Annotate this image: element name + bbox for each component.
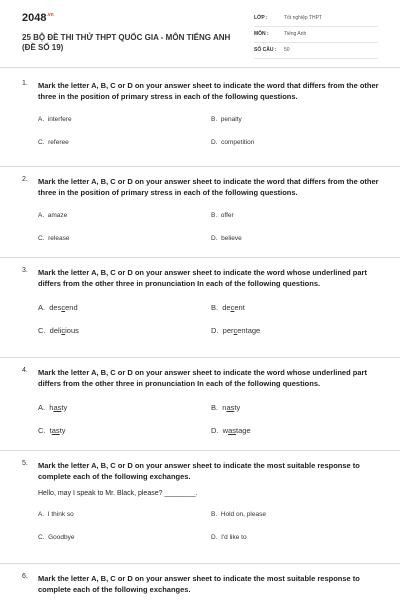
answer-option[interactable] [38,326,79,335]
option-text: entage [237,326,261,335]
page-header [0,0,400,66]
option-letter: A. [38,511,48,518]
options-grid [38,212,384,258]
answer-option[interactable] [211,511,266,518]
option-letter: C. [38,326,50,335]
answer-option[interactable] [211,212,234,219]
options-grid [38,116,384,162]
answer-option[interactable] [38,212,67,219]
option-text: amaze [47,212,68,219]
question-item [0,80,400,162]
answer-option[interactable] [211,403,240,412]
question-item [0,573,400,609]
option-text: ious [65,326,79,335]
answer-option[interactable] [38,403,67,412]
option-underlined-part: as [51,426,60,435]
option-text: Hold on, please [220,511,266,518]
option-text: penalty [220,116,242,123]
option-text: referee [48,139,69,146]
option-text: end [65,303,78,312]
option-underlined-part: as [228,426,237,435]
option-text: h [49,403,54,412]
option-letter: C. [38,426,50,435]
option-text: per [222,326,234,335]
option-letter: D. [211,139,222,146]
question-number: 4. [22,367,28,374]
option-text: ty [61,403,68,412]
meta-question-count: SỐ CÂU : 50 [254,44,378,59]
option-text: offer [220,212,234,219]
question-number: 2. [22,176,28,183]
meta-subject: MÔN : Tiếng Anh [254,28,378,43]
option-text: t [49,426,52,435]
question-number: 6. [22,573,28,580]
question-text: Mark the letter A, B, C or D on your answer sheet to indicate the word that differs from the other three in the position of primary stress in each of the following questions. [38,177,379,197]
option-text: de [222,303,231,312]
question-divider [0,450,400,451]
option-letter: D. [211,534,222,541]
answer-option[interactable] [38,235,69,242]
option-text: n [222,403,227,412]
answer-option[interactable] [38,426,66,435]
option-text: des [49,303,62,312]
option-text: Goodbye [48,534,75,541]
option-text: ty [59,426,66,435]
answer-option[interactable] [211,426,251,435]
answer-option[interactable] [38,116,72,123]
options-grid [38,403,384,449]
answer-option[interactable] [38,303,78,312]
option-text: w [222,426,229,435]
option-letter: B. [211,116,221,123]
option-text: interfere [47,116,72,123]
question-prompt: Hello, may I speak to Mr. Black, please? ________. [38,490,198,497]
options-grid [38,511,384,557]
question-item [0,367,400,449]
option-text: ent [234,303,245,312]
question-divider [0,563,400,564]
answer-option[interactable] [211,303,245,312]
option-text: competition [221,139,255,146]
question-item [0,267,400,349]
options-grid [38,303,384,349]
option-letter: A. [38,403,50,412]
option-underlined-part: c [61,303,66,312]
question-number: 5. [22,460,28,467]
answer-option[interactable] [211,139,254,146]
option-text: tage [236,426,251,435]
option-letter: D. [211,326,223,335]
option-text: I think so [47,511,74,518]
question-item [0,460,400,557]
answer-option[interactable] [211,235,242,242]
option-underlined-part: c [230,303,235,312]
header-divider [0,67,400,68]
question-text: Mark the letter A, B, C or D on your answer sheet to indicate the word that differs from the other three in the position of primary stress in each of the following questions. [38,81,379,101]
option-text: believe [221,235,242,242]
option-letter: A. [38,116,48,123]
question-divider [0,357,400,358]
exam-title: 25 BỘ ĐỀ THI THỬ THPT QUỐC GIA - MÔN TIẾNG ANH (ĐỀ SỐ 19) [22,33,231,52]
option-underlined-part: c [61,326,66,335]
answer-option[interactable] [38,139,69,146]
meta-class: LỚP : Tốt nghiệp THPT [254,12,378,27]
option-letter: C. [38,139,49,146]
option-underlined-part: as [226,403,235,412]
answer-option[interactable] [211,326,260,335]
option-underlined-part: as [53,403,62,412]
option-letter: B. [211,511,221,518]
option-letter: D. [211,235,222,242]
question-number: 3. [22,267,28,274]
question-text: Mark the letter A, B, C or D on your answer sheet to indicate the most suitable response to complete each of the following exchanges. [38,574,360,594]
question-number: 1. [22,80,28,87]
question-text: Mark the letter A, B, C or D on your answer sheet to indicate the word whose underlined part differs from the other three in pronunciation In each of the following questions. [38,368,367,388]
option-letter: C. [38,235,49,242]
question-text: Mark the letter A, B, C or D on your answer sheet to indicate the word whose underlined part differs from the other three in pronunciation In each of the following questions. [38,268,367,288]
question-divider [0,166,400,167]
option-letter: C. [38,534,49,541]
answer-option[interactable] [38,511,74,518]
option-text: deli [49,326,62,335]
option-text: release [48,235,70,242]
site-logo[interactable]: $2048^{.vn}$ [22,12,54,24]
option-letter: A. [38,303,50,312]
option-underlined-part: c [233,326,238,335]
option-letter: B. [211,303,223,312]
option-letter: D. [211,426,223,435]
option-letter: A. [38,212,48,219]
answer-option[interactable] [211,534,247,541]
answer-option[interactable] [38,534,75,541]
question-item [0,176,400,258]
option-text: I'd like to [221,534,247,541]
option-letter: B. [211,403,223,412]
answer-option[interactable] [211,116,242,123]
question-text: Mark the letter A, B, C or D on your answer sheet to indicate the most suitable response to complete each of the following exchanges. [38,461,360,481]
option-text: ty [234,403,241,412]
option-letter: B. [211,212,221,219]
